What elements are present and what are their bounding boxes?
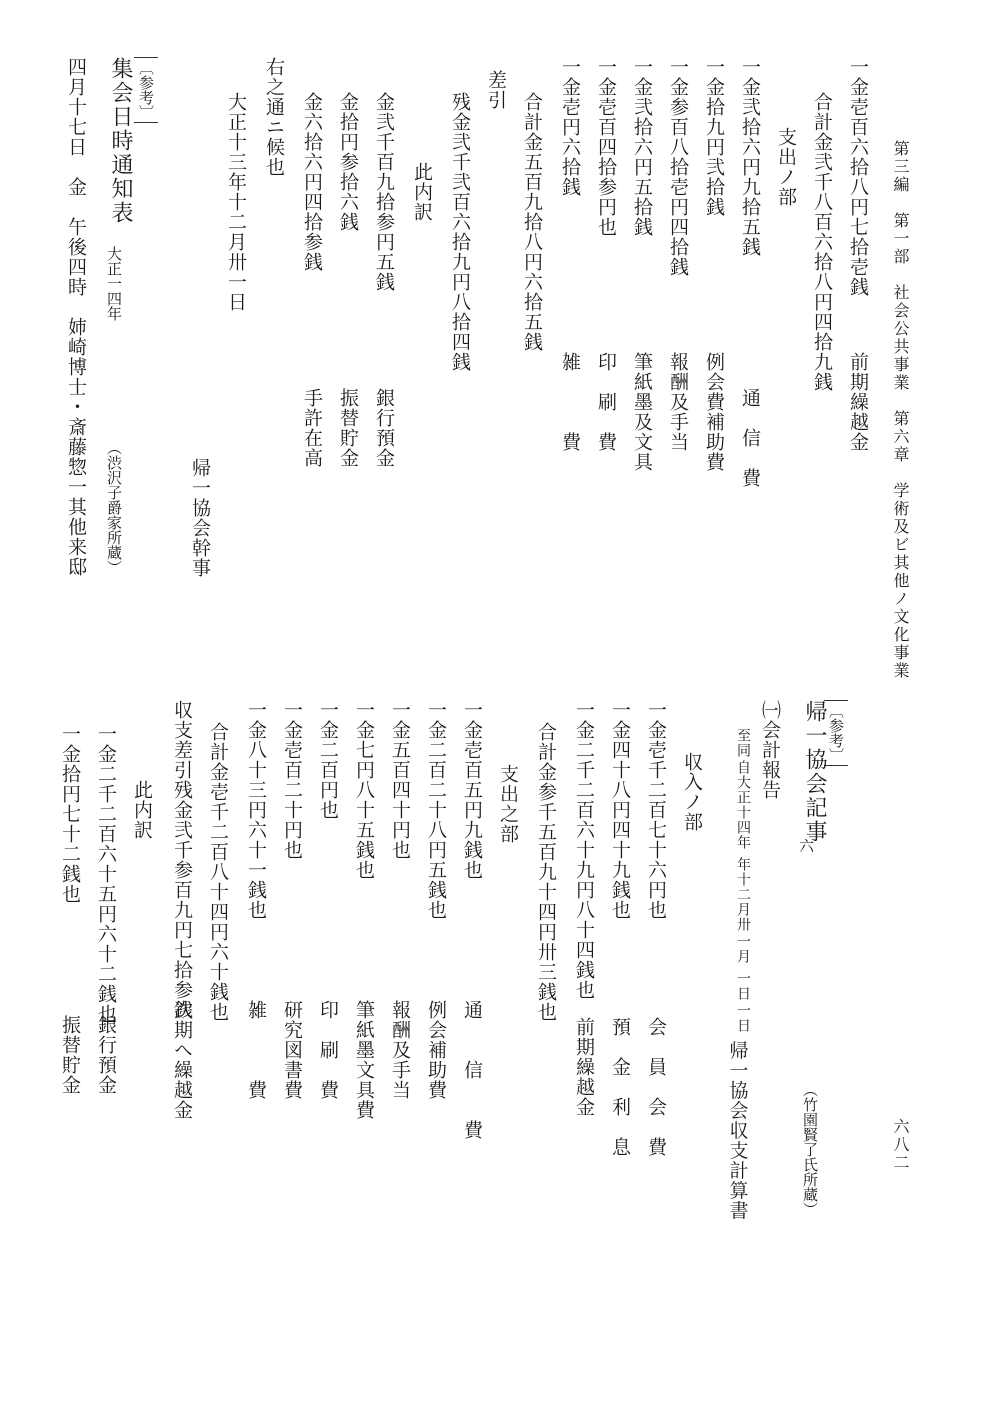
line-top-5: 一金拾九円弐拾銭: [703, 57, 725, 217]
period-month: 一月 年十二月卅: [735, 857, 751, 965]
line-bottom-8: 一金二千二百六十九円八十四銭也: [573, 700, 595, 1000]
meeting-schedule-source: （渋沢子爵家所蔵）: [105, 440, 123, 575]
section-title-meeting-schedule: 集会日時通知表: [108, 57, 133, 225]
reference-label: 〔参考〕: [134, 57, 158, 123]
section-title-association-record: 帰一協会記事: [802, 700, 827, 844]
line-top-17: 右之通ニ候也: [263, 57, 285, 177]
line-bottom-21: 一金二千二百六十五円六十二銭也: [95, 724, 117, 1024]
line-top-18-date: 大正十三年十二月卅一日: [225, 92, 247, 312]
line-bottom-17: 一金八十三円六十一銭也: [245, 700, 267, 920]
line-top-5-note: 例会費補助費: [703, 352, 725, 472]
line-bottom-14: 一金七円八十五銭也: [353, 700, 375, 880]
breakdown-heading: 此内訳: [131, 780, 153, 840]
line-top-18-sign: 帰一協会幹事: [189, 458, 211, 578]
income-heading: 収入ノ部: [681, 752, 703, 832]
expense-total: 合計金壱千二百八十四円六十銭也: [207, 722, 229, 1022]
running-title: 第三編 第一部 社会公共事業 第六章 学術及ビ其他ノ文化事業: [891, 140, 910, 680]
line-top-3: 支出ノ部: [775, 127, 797, 207]
line-bottom-12: 一金二百二十八円五銭也: [425, 700, 447, 920]
line-top-13: 此内訳: [411, 162, 433, 222]
line-bottom-13: 一金五百四十円也: [389, 700, 411, 860]
line-top-6: 一金参百八拾壱円四拾銭: [667, 57, 689, 277]
line-bottom-22-note: 振替貯金: [59, 1015, 81, 1095]
line-top-6-note: 報酬及手当: [667, 352, 689, 452]
line-top-1-note: 前期繰越金: [847, 352, 869, 452]
meeting-entry: 四月十七日 金 午後四時 姉崎博士・斎藤惣一其他来邸: [65, 57, 87, 577]
period-from-to: 自大正十四年 至同: [735, 728, 751, 850]
line-top-8-note: 印 刷 費: [595, 352, 617, 452]
line-bottom-7-note: 預 金 利 息: [609, 1017, 631, 1157]
line-top-4-note: 通 信 費: [739, 388, 761, 488]
line-top-16-note: 手許在高: [301, 388, 323, 468]
line-bottom-6-note: 会 員 会 費: [645, 1017, 667, 1157]
line-top-16: 金六拾六円四拾参銭: [301, 92, 323, 272]
line-top-9: 一金壱円六拾銭: [559, 57, 581, 197]
line-bottom-11-note: 通 信 費: [461, 1000, 483, 1140]
line-top-9-note: 雑 費: [559, 352, 581, 452]
expense-heading: 支出之部: [497, 764, 519, 844]
income-total: 合計金参千五百九十四円卅三銭也: [535, 722, 557, 1022]
line-bottom-11: 一金壱百五円九銭也: [461, 700, 483, 880]
line-top-14-note: 銀行預金: [373, 388, 395, 468]
page-number: 六八二: [891, 1118, 910, 1172]
statement-title: 帰一協会収支計算書: [726, 1040, 749, 1221]
line-top-1: 一金壱百六拾八円七拾壱銭: [847, 57, 869, 297]
line-top-15-note: 振替貯金: [337, 388, 359, 468]
line-top-14: 金弐千百九拾参円五銭: [373, 92, 395, 292]
balance-line-note: 次期へ繰越金: [171, 1000, 193, 1120]
record-number: 六: [797, 838, 815, 853]
line-bottom-21-note: 銀行預金: [95, 1015, 117, 1095]
line-top-2: 合計金弐千八百六拾八円四拾九銭: [811, 92, 833, 392]
meeting-schedule-year: 大正一四年: [105, 246, 123, 321]
line-bottom-7: 一金四十八円四十九銭也: [609, 700, 631, 920]
report-period: [726, 728, 751, 1220]
line-bottom-13-note: 報酬及手当: [389, 1000, 411, 1100]
period-day: 一日 一日: [735, 971, 751, 1034]
reference-label-2: 〔参考〕: [824, 700, 848, 766]
line-bottom-22: 一金拾円七十二銭也: [59, 724, 81, 904]
accounting-report-heading: ㈠会計報告: [759, 700, 781, 800]
line-top-10: 合計金五百九拾八円六拾五銭: [521, 92, 543, 352]
line-top-8: 一金壱百四拾参円也: [595, 57, 617, 237]
line-bottom-6: 一金壱千二百七十六円也: [645, 700, 667, 920]
line-bottom-16-note: 研究図書費: [281, 1000, 303, 1100]
line-top-15: 金拾円参拾六銭: [337, 92, 359, 232]
line-bottom-16: 一金壱百二十円也: [281, 700, 303, 860]
reference-source-2: （竹園賢了氏所蔵）: [801, 1082, 819, 1217]
line-top-7-note: 筆紙墨及文具: [631, 352, 653, 472]
line-bottom-8-note: 前期繰越金: [573, 1017, 595, 1117]
line-bottom-15: 一金二百円也: [317, 700, 339, 820]
line-top-12: 残金弐千弐百六拾九円八拾四銭: [449, 92, 471, 372]
line-bottom-15-note: 印 刷 費: [317, 1000, 339, 1100]
line-bottom-12-note: 例会補助費: [425, 1000, 447, 1100]
line-top-7: 一金弐拾六円五拾銭: [631, 57, 653, 237]
line-bottom-17-note: 雑 費: [245, 1000, 267, 1100]
balance-line: 収支差引残金弐千参百九円七拾参銭: [171, 700, 193, 1020]
line-bottom-14-note: 筆紙墨文具費: [353, 1000, 375, 1120]
line-top-11: 差引: [485, 70, 507, 110]
line-top-4: 一金弐拾六円九拾五銭: [739, 57, 761, 257]
